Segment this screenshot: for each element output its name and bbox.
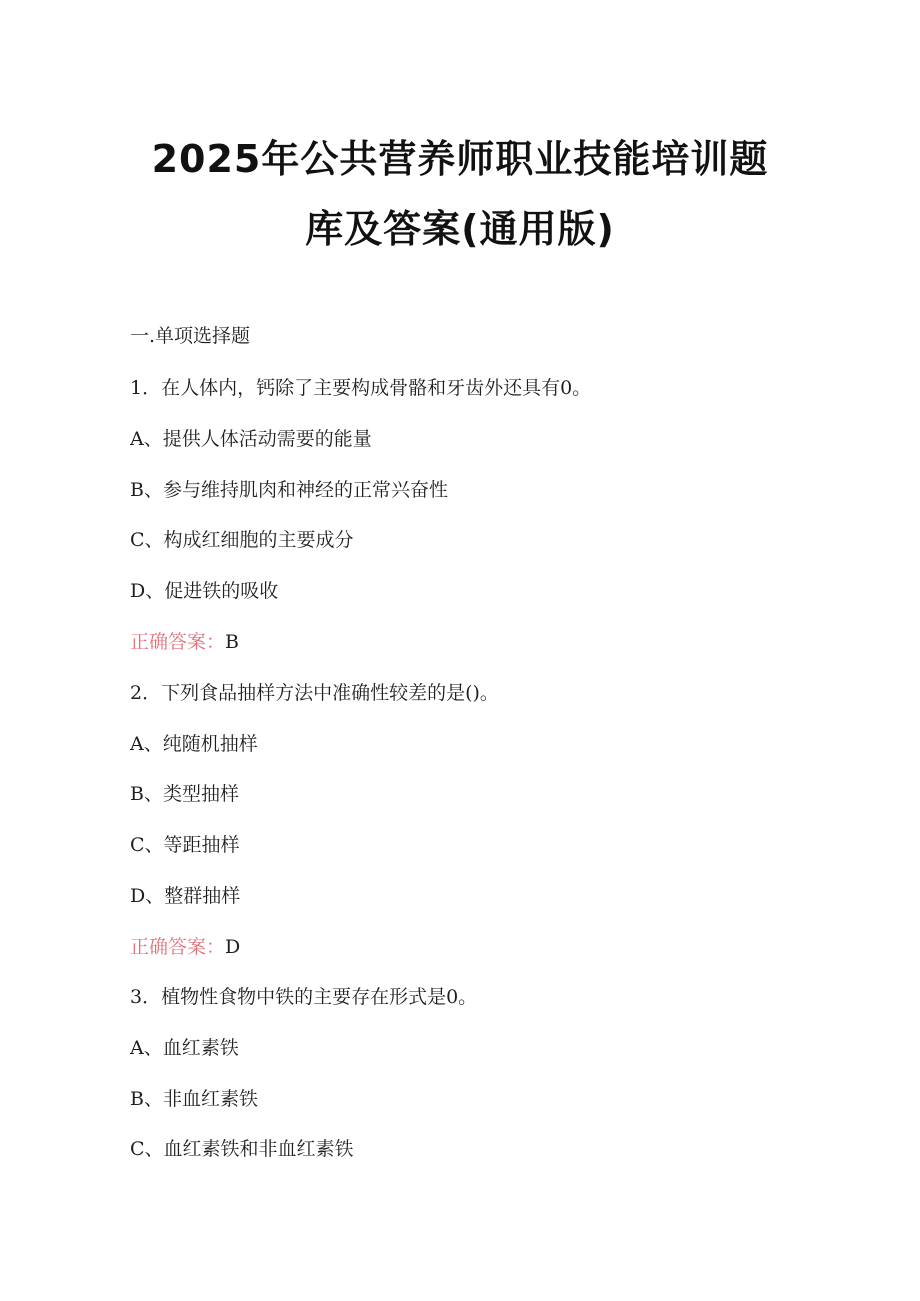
document-title-line1: 2025年公共营养师职业技能培训题 — [151, 137, 769, 181]
question-2-option-c: C、等距抽样 — [130, 834, 240, 856]
question-2-option-d: D、整群抽样 — [130, 885, 241, 907]
answer-value: B — [225, 631, 239, 653]
section-heading: 一.单项选择题 — [130, 325, 251, 347]
answer-value: D — [225, 936, 241, 958]
question-1-option-c: C、构成红细胞的主要成分 — [130, 529, 354, 551]
document-title-line2: 库及答案(通用版) — [305, 207, 615, 251]
question-2-option-b: B、类型抽样 — [130, 783, 239, 805]
question-1-stem: 1．在人体内，钙除了主要构成骨骼和牙齿外还具有0。 — [130, 377, 592, 399]
question-1-option-b: B、参与维持肌肉和神经的正常兴奋性 — [130, 479, 448, 501]
question-1-option-d: D、促进铁的吸收 — [130, 580, 279, 602]
answer-label: 正确答案： — [130, 631, 226, 653]
answer-label: 正确答案： — [130, 936, 226, 958]
question-1-option-a: A、提供人体活动需要的能量 — [130, 428, 372, 450]
question-3-option-c: C、血红素铁和非血红素铁 — [130, 1138, 354, 1160]
question-2-stem: 2．下列食品抽样方法中准确性较差的是()。 — [130, 682, 499, 704]
question-2-option-a: A、纯随机抽样 — [130, 733, 258, 755]
question-3-option-b: B、非血红素铁 — [130, 1088, 258, 1110]
question-3-option-a: A、血红素铁 — [130, 1037, 239, 1059]
question-2-answer — [130, 935, 240, 959]
question-1-answer — [130, 630, 239, 654]
question-3-stem: 3．植物性食物中铁的主要存在形式是0。 — [130, 986, 478, 1008]
